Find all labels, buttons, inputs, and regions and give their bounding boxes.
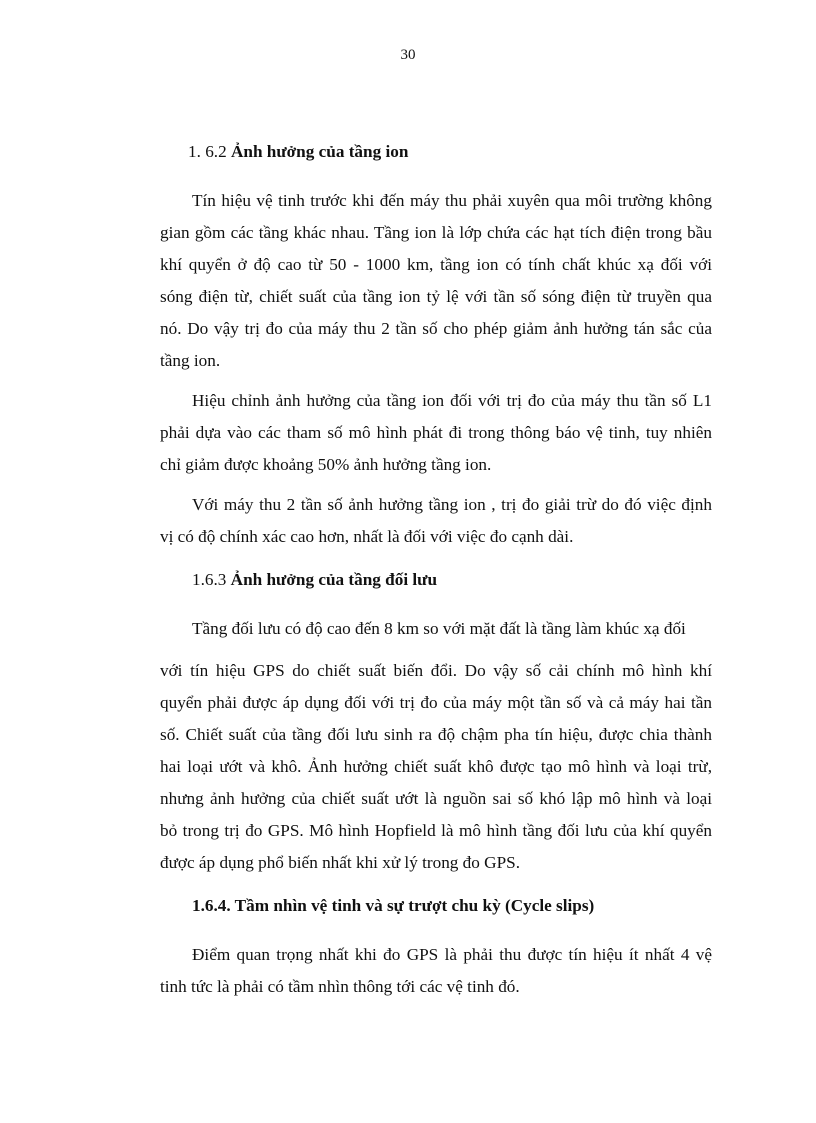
section-heading-ionosphere — [188, 138, 712, 166]
text-line: Điểm quan trọng nhất khi đo GPS là phải thu được tín hiệu ít nhất 4 vệ — [192, 945, 712, 964]
section-heading-troposphere — [192, 566, 712, 594]
text-line: bỏ trong trị đo GPS. Mô hình Hopfield là mô hình tầng đối lưu của khí quyển — [160, 821, 712, 840]
text-line: tinh tức là phải có tầm nhìn thông tới các vệ tinh đó. — [160, 977, 520, 996]
text-line: với tín hiệu GPS do chiết suất biến đổi. Do vậy số cải chính mô hình khí — [160, 661, 712, 680]
text-line: hai loại ướt và khô. Ảnh hưởng chiết suất khô được tạo mô hình và loại trừ, — [160, 757, 712, 776]
text-line: Tầng đối lưu có độ cao đến 8 km so với mặt đất là tầng làm khúc xạ đối — [192, 619, 686, 638]
text-line: tầng ion. — [160, 351, 221, 370]
text-line: chỉ giảm được khoảng 50% ảnh hưởng tầng ion. — [160, 455, 492, 474]
paragraph-dual-frequency — [160, 489, 712, 553]
text-line: Với máy thu 2 tần số ảnh hưởng tầng ion , trị đo giải trừ do đó việc định — [192, 495, 712, 514]
text-line: nhưng ảnh hưởng của chiết suất ướt là nguồn sai số khó lập mô hình và loại — [160, 789, 712, 808]
text-line: được áp dụng phổ biến nhất khi xử lý trong đo GPS. — [160, 853, 520, 872]
text-line: phải dựa vào các tham số mô hình phát đi trong thông báo vệ tinh, tuy nhiên — [160, 423, 712, 442]
text-line: sóng điện từ, chiết suất của tầng ion tỷ lệ với tần số sóng điện từ truyền qua — [160, 287, 712, 306]
page-number: 30 — [400, 47, 416, 63]
section-title: Ảnh hưởng của tầng ion — [230, 142, 409, 161]
paragraph-troposphere — [160, 613, 712, 879]
text-line: quyển phải được áp dụng đối với trị đo của máy một tần số và cả máy hai tần — [160, 693, 712, 712]
document-body — [160, 138, 712, 1003]
section-number: 1. 6.2 — [188, 142, 231, 161]
section-number: 1.6.3 — [192, 570, 231, 589]
text-line: Hiệu chỉnh ảnh hưởng của tầng ion đối với trị đo của máy thu tần số L1 — [192, 391, 712, 410]
paragraph-ionosphere-intro — [160, 185, 712, 377]
text-line: nó. Do vậy trị đo của máy thu 2 tần số cho phép giảm ảnh hưởng tán sắc của — [160, 319, 712, 338]
text-line: Tín hiệu vệ tinh trước khi đến máy thu phải xuyên qua môi trường không — [192, 191, 712, 210]
paragraph-satellite-visibility — [160, 939, 712, 1003]
text-line: vị có độ chính xác cao hơn, nhất là đối với việc đo cạnh dài. — [160, 527, 574, 546]
text-line: gian gồm các tầng khác nhau. Tầng ion là lớp chứa các hạt tích điện trong bầu — [160, 223, 712, 242]
section-heading-satellite-visibility: 1.6.4. Tầm nhìn vệ tinh và sự trượt chu kỳ (Cycle slips) — [192, 896, 595, 915]
text-line: khí quyển ở độ cao từ 50 - 1000 km, tầng ion có tính chất khúc xạ đối với — [160, 255, 712, 274]
section-title: Ảnh hưởng của tầng đối lưu — [230, 570, 438, 589]
text-line: số. Chiết suất của tầng đối lưu sinh ra độ chậm pha tín hiệu, được chia thành — [160, 725, 712, 744]
paragraph-ionosphere-correction — [160, 385, 712, 481]
